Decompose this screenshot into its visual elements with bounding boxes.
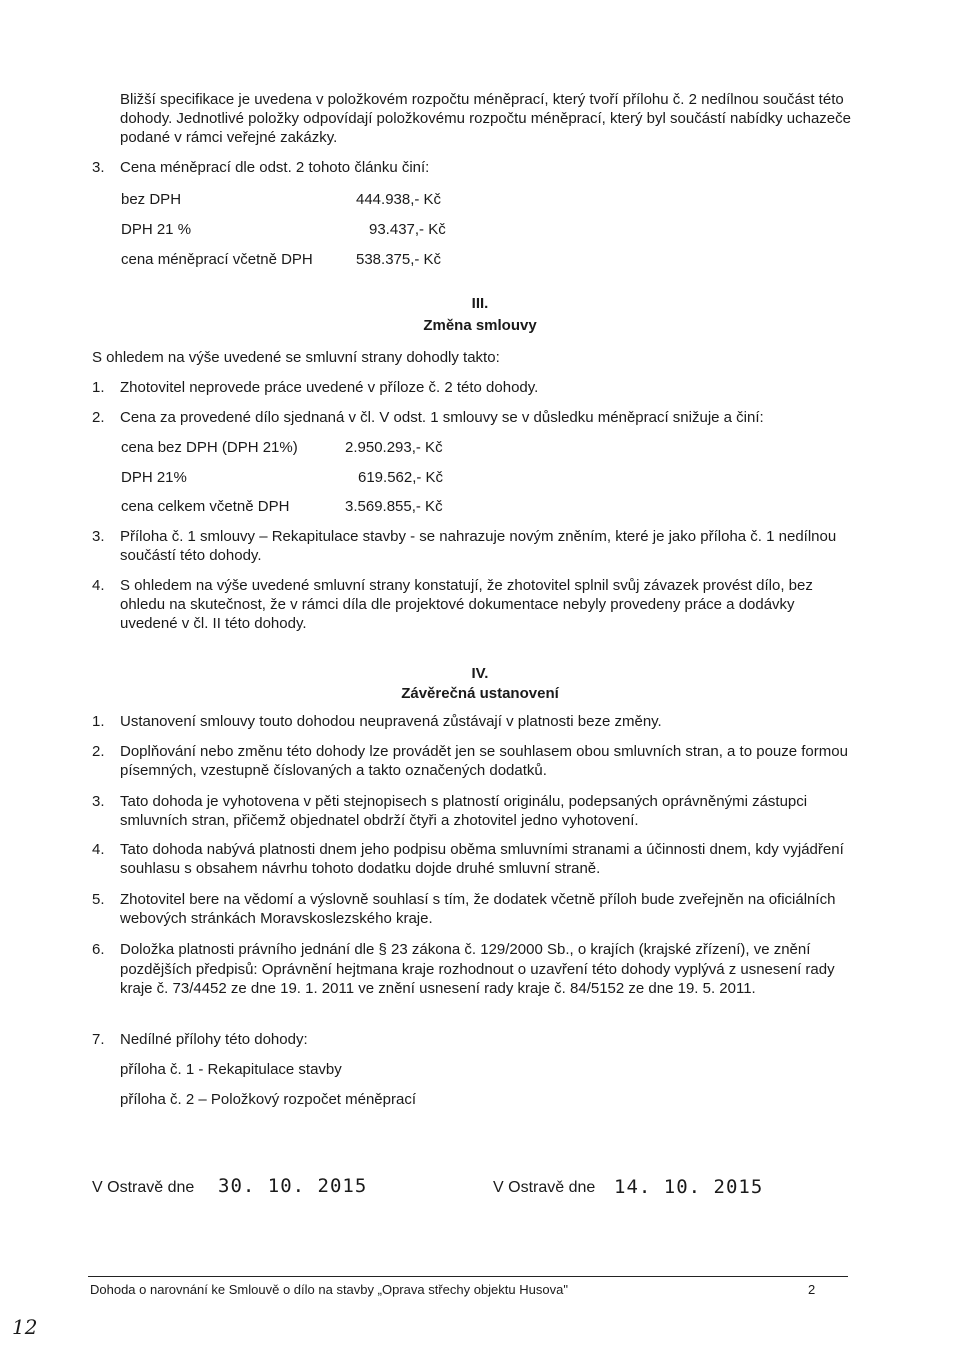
s4-item3-number: 3. xyxy=(92,793,105,810)
s4-item5-number: 5. xyxy=(92,891,105,908)
s3-item1-text: Zhotovitel neprovede práce uvedené v příloze č. 2 této dohody. xyxy=(120,379,539,396)
handwritten-mark: 12 xyxy=(12,1315,38,1339)
section4-title: Závěrečná ustanovení xyxy=(401,685,559,702)
s3-item2-number: 2. xyxy=(92,409,105,426)
total-label-2: DPH 21% xyxy=(121,469,187,486)
reduction-label-1: bez DPH xyxy=(121,191,182,208)
s3-item4-text: S ohledem na výše uvedené smluvní strany konstatují, že zhotovitel splnil svůj závazek provést dílo, bez ohledu na skutečnost, že v rámci díla dle projektové dokumentace nebyly provedeny práce a dodávky uvedené v čl. II této dohody. xyxy=(120,577,813,632)
s4-item1-text: Ustanovení smlouvy touto dohodou neupravená zůstávají v platnosti beze změny. xyxy=(120,713,662,730)
intro-paragraph: Bližší specifikace je uvedena v položkovém rozpočtu méněprací, který tvoří přílohu č. 2 nedílnou součást této dohody. Jednotlivé položky odpovídají položkovému rozpočtu méněprací, který byl součástí nabídky uchazeče podané v rámci veřejné zakázky. xyxy=(120,91,851,146)
section3-roman: III. xyxy=(471,295,489,312)
reduction-value-3: 538.375,- Kč xyxy=(356,251,442,268)
point3-number: 3. xyxy=(92,159,105,176)
s4-item2-text: Doplňování nebo změnu této dohody lze provádět jen se souhlasem obou smluvních stran, a to pouze formou písemných, vzestupně číslovaných a takto označených dodatků. xyxy=(120,743,848,779)
s4-item7-number: 7. xyxy=(92,1031,105,1048)
s4-item2-number: 2. xyxy=(92,743,105,760)
s4-item5-text: Zhotovitel bere na vědomí a výslovně souhlasí s tím, že dodatek včetně příloh bude zveřejněn na oficiálních webových stránkách Moravskoslezského kraje. xyxy=(120,891,836,927)
attachment-2: příloha č. 2 – Položkový rozpočet méněprací xyxy=(120,1091,416,1108)
section4-roman: IV. xyxy=(471,665,489,682)
reduction-value-2: 93.437,- Kč xyxy=(369,221,446,238)
s4-item4-text: Tato dohoda nabývá platnosti dnem jeho podpisu oběma smluvními stranami a účinnosti dnem, kdy vyjádření souhlasu s obsahem návrhu tohoto dodatku dojde druhé smluvní straně. xyxy=(120,841,844,877)
attachment-1: příloha č. 1 - Rekapitulace stavby xyxy=(120,1061,342,1078)
point3-text: Cena méněprací dle odst. 2 tohoto článku činí: xyxy=(120,159,430,176)
s3-item1-number: 1. xyxy=(92,379,105,396)
s3-item3-text: Příloha č. 1 smlouvy – Rekapitulace stavby - se nahrazuje novým zněním, které je jako příloha č. 1 nedílnou součástí této dohody. xyxy=(120,528,837,564)
s4-item6-number: 6. xyxy=(92,941,105,958)
section3-lead: S ohledem na výše uvedené se smluvní strany dohodly takto: xyxy=(92,349,500,366)
footer-text: Dohoda o narovnání ke Smlouvě o dílo na stavby „Oprava střechy objektu Husova" xyxy=(90,1282,568,1297)
signature-left-date: 30. 10. 2015 xyxy=(218,1175,368,1197)
s4-item4-number: 4. xyxy=(92,841,105,858)
total-value-3: 3.569.855,- Kč xyxy=(345,498,443,515)
s4-item1-number: 1. xyxy=(92,713,105,730)
signature-right-label: V Ostravě dne xyxy=(493,1179,596,1196)
reduction-value-1: 444.938,- Kč xyxy=(356,191,442,208)
s3-item2-text: Cena za provedené dílo sjednaná v čl. V odst. 1 smlouvy se v důsledku méněprací snižuje a činí: xyxy=(120,409,764,426)
page-number: 2 xyxy=(808,1282,816,1297)
total-value-2: 619.562,- Kč xyxy=(358,469,444,486)
section3-title: Změna smlouvy xyxy=(423,317,537,334)
s4-item3-text: Tato dohoda je vyhotovena v pěti stejnopisech s platností originálu, podepsaných oprávněnými zástupci smluvních stran, přičemž objednatel obdrží čtyři a zhotovitel jedno vyhotovení. xyxy=(120,793,808,829)
reduction-label-2: DPH 21 % xyxy=(121,221,192,238)
s3-item4-number: 4. xyxy=(92,577,105,594)
s4-item7-text: Nedílné přílohy této dohody: xyxy=(120,1031,308,1048)
s4-item6-text: Doložka platnosti právního jednání dle § 23 zákona č. 129/2000 Sb., o krajích (krajské zřízení), ve znění pozdějších předpisů: Oprávnění hejtmana kraje rozhodnout o uzavření této dohody vyplývá z usnesení rady kraje č. 73/4452 ze dne 19. 1. 2011 ve znění usnesení rady kraje č. 84/5152 ze dne 19. 5. 2011. xyxy=(120,941,835,997)
total-label-1: cena bez DPH (DPH 21%) xyxy=(121,439,298,456)
signature-left-label: V Ostravě dne xyxy=(92,1179,195,1196)
s3-item3-number: 3. xyxy=(92,528,105,545)
total-value-1: 2.950.293,- Kč xyxy=(345,439,443,456)
reduction-label-3: cena méněprací včetně DPH xyxy=(121,251,313,268)
footer-divider xyxy=(88,1276,848,1277)
total-label-3: cena celkem včetně DPH xyxy=(121,498,290,515)
signature-right-date: 14. 10. 2015 xyxy=(614,1176,764,1198)
